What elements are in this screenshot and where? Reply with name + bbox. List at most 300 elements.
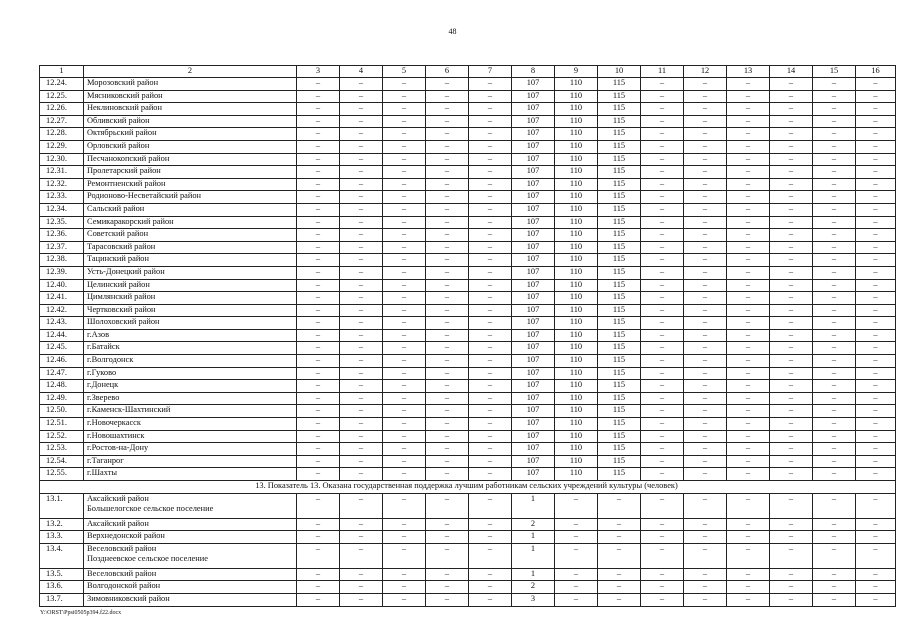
value-cell: – — [813, 568, 856, 581]
value-cell: – — [469, 153, 512, 166]
value-cell: – — [383, 493, 426, 518]
table-row — [40, 115, 896, 128]
table-row — [40, 342, 896, 355]
value-cell: 115 — [598, 103, 641, 116]
row-number: 12.47. — [40, 367, 84, 380]
value-cell: – — [340, 380, 383, 393]
value-cell: 115 — [598, 279, 641, 292]
table-row — [40, 90, 896, 103]
row-name — [84, 229, 297, 242]
row-name — [84, 531, 297, 544]
value-cell: – — [469, 140, 512, 153]
value-cell: – — [856, 140, 896, 153]
value-cell: – — [555, 568, 598, 581]
value-cell: – — [770, 216, 813, 229]
value-cell: 107 — [512, 418, 555, 431]
value-cell: 1 — [512, 543, 555, 568]
row-name — [84, 178, 297, 191]
row-name-line: г.Каменск-Шахтинский — [87, 405, 171, 415]
value-cell: 110 — [555, 430, 598, 443]
row-name — [84, 543, 297, 568]
value-cell: – — [383, 103, 426, 116]
value-cell: – — [684, 367, 727, 380]
row-number: 12.53. — [40, 443, 84, 456]
value-cell: – — [813, 191, 856, 204]
value-cell: – — [856, 581, 896, 594]
value-cell: 110 — [555, 140, 598, 153]
table-row — [40, 203, 896, 216]
row-name-line: Сальский район — [87, 203, 145, 213]
value-cell: – — [813, 531, 856, 544]
value-cell: – — [770, 103, 813, 116]
value-cell: 115 — [598, 229, 641, 242]
value-cell: – — [727, 380, 770, 393]
row-number: 12.36. — [40, 229, 84, 242]
row-name — [84, 568, 297, 581]
value-cell: – — [813, 153, 856, 166]
value-cell: – — [856, 405, 896, 418]
value-cell: – — [813, 392, 856, 405]
value-cell: – — [856, 229, 896, 242]
value-cell: – — [383, 304, 426, 317]
value-cell: – — [856, 203, 896, 216]
table-row — [40, 153, 896, 166]
row-name-line: Орловский район — [87, 140, 150, 150]
value-cell: – — [426, 153, 469, 166]
value-cell: 110 — [555, 103, 598, 116]
value-cell: – — [684, 140, 727, 153]
row-number: 12.24. — [40, 78, 84, 91]
value-cell: – — [727, 531, 770, 544]
value-cell: 115 — [598, 418, 641, 431]
value-cell: – — [770, 254, 813, 267]
value-cell: 1 — [512, 568, 555, 581]
value-cell: 110 — [555, 342, 598, 355]
table-row — [40, 355, 896, 368]
row-name — [84, 418, 297, 431]
value-cell: – — [426, 418, 469, 431]
value-cell: – — [383, 216, 426, 229]
value-cell: – — [856, 216, 896, 229]
value-cell: – — [297, 443, 340, 456]
value-cell: – — [856, 329, 896, 342]
column-number: 10 — [598, 66, 641, 78]
value-cell: 115 — [598, 178, 641, 191]
row-name — [84, 166, 297, 179]
value-cell: – — [426, 581, 469, 594]
value-cell: – — [684, 568, 727, 581]
value-cell: – — [813, 241, 856, 254]
row-name-line: Аксайский район — [87, 493, 149, 503]
value-cell: – — [426, 128, 469, 141]
value-cell: – — [383, 418, 426, 431]
value-cell: 110 — [555, 292, 598, 305]
table-row — [40, 229, 896, 242]
value-cell: – — [856, 455, 896, 468]
value-cell: – — [340, 593, 383, 606]
value-cell: – — [641, 518, 684, 531]
value-cell: – — [813, 178, 856, 191]
row-name — [84, 329, 297, 342]
value-cell: – — [340, 229, 383, 242]
row-name-line: г.Новочеркасск — [87, 418, 141, 428]
value-cell: – — [426, 292, 469, 305]
value-cell: – — [426, 166, 469, 179]
value-cell: – — [770, 593, 813, 606]
table-row — [40, 292, 896, 305]
value-cell: – — [641, 115, 684, 128]
value-cell: – — [813, 203, 856, 216]
row-name-line: Волгодонской район — [87, 581, 161, 591]
value-cell: 115 — [598, 216, 641, 229]
value-cell: – — [684, 103, 727, 116]
row-name-line: Ремонтненский район — [87, 178, 166, 188]
value-cell: – — [340, 241, 383, 254]
value-cell: – — [813, 518, 856, 531]
value-cell: 3 — [512, 593, 555, 606]
column-number: 7 — [469, 66, 512, 78]
row-name-line: г.Донецк — [87, 380, 119, 390]
value-cell: – — [426, 115, 469, 128]
value-cell: – — [297, 455, 340, 468]
table-row — [40, 279, 896, 292]
row-name — [84, 103, 297, 116]
value-cell: – — [813, 254, 856, 267]
value-cell: – — [297, 543, 340, 568]
value-cell: – — [340, 418, 383, 431]
row-number: 12.31. — [40, 166, 84, 179]
value-cell: – — [297, 418, 340, 431]
value-cell: – — [383, 468, 426, 481]
row-name — [84, 342, 297, 355]
value-cell: – — [727, 304, 770, 317]
value-cell: – — [297, 140, 340, 153]
value-cell: – — [469, 304, 512, 317]
row-name-line: г.Азов — [87, 329, 110, 339]
value-cell: – — [340, 90, 383, 103]
value-cell: – — [856, 430, 896, 443]
value-cell: – — [770, 380, 813, 393]
value-cell: – — [297, 329, 340, 342]
value-cell: – — [340, 518, 383, 531]
row-name — [84, 468, 297, 481]
value-cell: – — [727, 493, 770, 518]
value-cell: – — [641, 531, 684, 544]
value-cell: – — [856, 304, 896, 317]
value-cell: 110 — [555, 153, 598, 166]
value-cell: – — [297, 115, 340, 128]
value-cell: – — [641, 241, 684, 254]
value-cell: – — [555, 493, 598, 518]
value-cell: – — [856, 241, 896, 254]
value-cell: – — [684, 581, 727, 594]
value-cell: – — [469, 355, 512, 368]
row-number: 12.40. — [40, 279, 84, 292]
section-title: 13. Показатель 13. Оказана государственная поддержка лучшим работникам сельских учреждений культуры (человек) — [40, 481, 896, 494]
value-cell: – — [813, 581, 856, 594]
page-number: 48 — [448, 27, 457, 36]
value-cell: – — [297, 128, 340, 141]
value-cell: 115 — [598, 317, 641, 330]
value-cell: – — [641, 468, 684, 481]
value-cell: – — [297, 241, 340, 254]
value-cell: – — [340, 254, 383, 267]
value-cell: – — [469, 443, 512, 456]
value-cell: – — [469, 430, 512, 443]
row-name — [84, 304, 297, 317]
row-name — [84, 430, 297, 443]
value-cell: – — [426, 216, 469, 229]
value-cell: – — [469, 593, 512, 606]
value-cell: – — [340, 128, 383, 141]
value-cell: – — [856, 103, 896, 116]
value-cell: – — [598, 518, 641, 531]
value-cell: – — [641, 78, 684, 91]
value-cell: – — [856, 128, 896, 141]
value-cell: – — [856, 367, 896, 380]
value-cell: – — [641, 418, 684, 431]
row-name-line: Обливский район — [87, 115, 150, 125]
value-cell: – — [684, 254, 727, 267]
value-cell: – — [383, 266, 426, 279]
value-cell: – — [426, 329, 469, 342]
value-cell: – — [813, 78, 856, 91]
value-cell: – — [770, 329, 813, 342]
row-number: 12.25. — [40, 90, 84, 103]
value-cell: – — [727, 203, 770, 216]
value-cell: – — [727, 229, 770, 242]
table-row — [40, 568, 896, 581]
value-cell: – — [684, 593, 727, 606]
value-cell: – — [856, 418, 896, 431]
row-number: 12.48. — [40, 380, 84, 393]
value-cell: 115 — [598, 78, 641, 91]
value-cell: – — [469, 568, 512, 581]
row-number: 12.52. — [40, 430, 84, 443]
value-cell: – — [727, 216, 770, 229]
section-header-row — [40, 481, 896, 494]
value-cell: – — [684, 90, 727, 103]
value-cell: – — [684, 418, 727, 431]
row-name-line: Советский район — [87, 229, 149, 239]
value-cell: 115 — [598, 329, 641, 342]
value-cell: – — [727, 342, 770, 355]
value-cell: – — [770, 279, 813, 292]
value-cell: 107 — [512, 405, 555, 418]
value-cell: – — [641, 166, 684, 179]
table-row — [40, 191, 896, 204]
value-cell: 107 — [512, 304, 555, 317]
table-row — [40, 593, 896, 606]
value-cell: 107 — [512, 430, 555, 443]
value-cell: – — [598, 568, 641, 581]
value-cell: – — [813, 115, 856, 128]
value-cell: – — [641, 455, 684, 468]
value-cell: – — [340, 166, 383, 179]
value-cell: – — [770, 581, 813, 594]
value-cell: – — [297, 103, 340, 116]
value-cell: – — [727, 568, 770, 581]
value-cell: 107 — [512, 342, 555, 355]
row-number: 12.39. — [40, 266, 84, 279]
value-cell: – — [641, 203, 684, 216]
row-name-line: Зимовниковский район — [87, 593, 170, 603]
row-name — [84, 518, 297, 531]
value-cell: – — [770, 166, 813, 179]
table-row — [40, 455, 896, 468]
value-cell: – — [770, 518, 813, 531]
value-cell: – — [383, 380, 426, 393]
row-name-line: Тарасовский район — [87, 241, 156, 251]
value-cell: – — [770, 229, 813, 242]
row-subname-line: Позднеевское сельское поселение — [87, 553, 208, 563]
value-cell: 1 — [512, 493, 555, 518]
row-name-line: Октябрьский район — [87, 128, 157, 138]
value-cell: – — [727, 103, 770, 116]
value-cell: – — [383, 543, 426, 568]
value-cell: – — [297, 518, 340, 531]
value-cell: – — [813, 593, 856, 606]
value-cell: – — [383, 191, 426, 204]
column-number: 9 — [555, 66, 598, 78]
value-cell: – — [727, 178, 770, 191]
value-cell: – — [856, 90, 896, 103]
value-cell: – — [727, 355, 770, 368]
table-row — [40, 78, 896, 91]
value-cell: – — [469, 405, 512, 418]
indicator-table — [39, 65, 896, 607]
row-name-line: г.Шахты — [87, 468, 118, 478]
value-cell: – — [297, 178, 340, 191]
value-cell: – — [770, 543, 813, 568]
value-cell: – — [383, 78, 426, 91]
value-cell: 110 — [555, 279, 598, 292]
value-cell: – — [770, 468, 813, 481]
value-cell: – — [383, 203, 426, 216]
value-cell: – — [813, 166, 856, 179]
row-name — [84, 380, 297, 393]
row-number: 12.27. — [40, 115, 84, 128]
value-cell: – — [684, 468, 727, 481]
value-cell: – — [727, 191, 770, 204]
value-cell: 115 — [598, 367, 641, 380]
value-cell: – — [813, 128, 856, 141]
value-cell: – — [297, 468, 340, 481]
value-cell: – — [856, 531, 896, 544]
value-cell: 110 — [555, 216, 598, 229]
value-cell: – — [340, 430, 383, 443]
table-row — [40, 380, 896, 393]
value-cell: 110 — [555, 203, 598, 216]
value-cell: 107 — [512, 355, 555, 368]
value-cell: – — [813, 418, 856, 431]
value-cell: – — [426, 493, 469, 518]
value-cell: – — [641, 292, 684, 305]
value-cell: – — [469, 128, 512, 141]
value-cell: – — [469, 581, 512, 594]
value-cell: – — [340, 581, 383, 594]
value-cell: – — [340, 342, 383, 355]
value-cell: – — [856, 593, 896, 606]
row-name-line: Верхнедонской район — [87, 531, 165, 541]
value-cell: – — [469, 216, 512, 229]
row-name-line: Шолоховский район — [87, 317, 160, 327]
row-name — [84, 279, 297, 292]
value-cell: – — [770, 355, 813, 368]
value-cell: – — [856, 518, 896, 531]
value-cell: – — [727, 405, 770, 418]
row-name — [84, 581, 297, 594]
value-cell: – — [469, 115, 512, 128]
value-cell: 115 — [598, 203, 641, 216]
value-cell: 115 — [598, 430, 641, 443]
row-number: 12.43. — [40, 317, 84, 330]
value-cell: 115 — [598, 304, 641, 317]
value-cell: 110 — [555, 468, 598, 481]
value-cell: – — [856, 115, 896, 128]
row-number: 12.51. — [40, 418, 84, 431]
value-cell: – — [426, 279, 469, 292]
value-cell: – — [770, 90, 813, 103]
value-cell: – — [383, 279, 426, 292]
value-cell: – — [297, 191, 340, 204]
value-cell: – — [813, 329, 856, 342]
row-name — [84, 203, 297, 216]
value-cell: – — [469, 367, 512, 380]
row-name — [84, 153, 297, 166]
value-cell: 115 — [598, 166, 641, 179]
value-cell: 115 — [598, 342, 641, 355]
column-number: 6 — [426, 66, 469, 78]
value-cell: 107 — [512, 90, 555, 103]
value-cell: – — [426, 254, 469, 267]
value-cell: – — [426, 229, 469, 242]
value-cell: – — [684, 443, 727, 456]
value-cell: – — [340, 103, 383, 116]
value-cell: – — [340, 443, 383, 456]
value-cell: – — [426, 203, 469, 216]
value-cell: – — [641, 405, 684, 418]
value-cell: – — [297, 153, 340, 166]
value-cell: – — [813, 543, 856, 568]
table-row — [40, 468, 896, 481]
value-cell: – — [469, 317, 512, 330]
value-cell: 107 — [512, 317, 555, 330]
table-row — [40, 103, 896, 116]
value-cell: – — [297, 581, 340, 594]
value-cell: – — [856, 317, 896, 330]
value-cell: – — [641, 367, 684, 380]
row-name — [84, 115, 297, 128]
table-row — [40, 367, 896, 380]
row-name — [84, 90, 297, 103]
row-name-line: Цимлянский район — [87, 292, 156, 302]
value-cell: – — [340, 367, 383, 380]
row-name-line: Веселовский район — [87, 568, 157, 578]
column-number: 8 — [512, 66, 555, 78]
value-cell: – — [684, 203, 727, 216]
table-row — [40, 266, 896, 279]
value-cell: – — [469, 543, 512, 568]
value-cell: – — [770, 455, 813, 468]
value-cell: – — [813, 266, 856, 279]
value-cell: – — [340, 153, 383, 166]
value-cell: 115 — [598, 241, 641, 254]
value-cell: – — [469, 342, 512, 355]
row-name — [84, 317, 297, 330]
row-number: 13.2. — [40, 518, 84, 531]
value-cell: – — [684, 518, 727, 531]
